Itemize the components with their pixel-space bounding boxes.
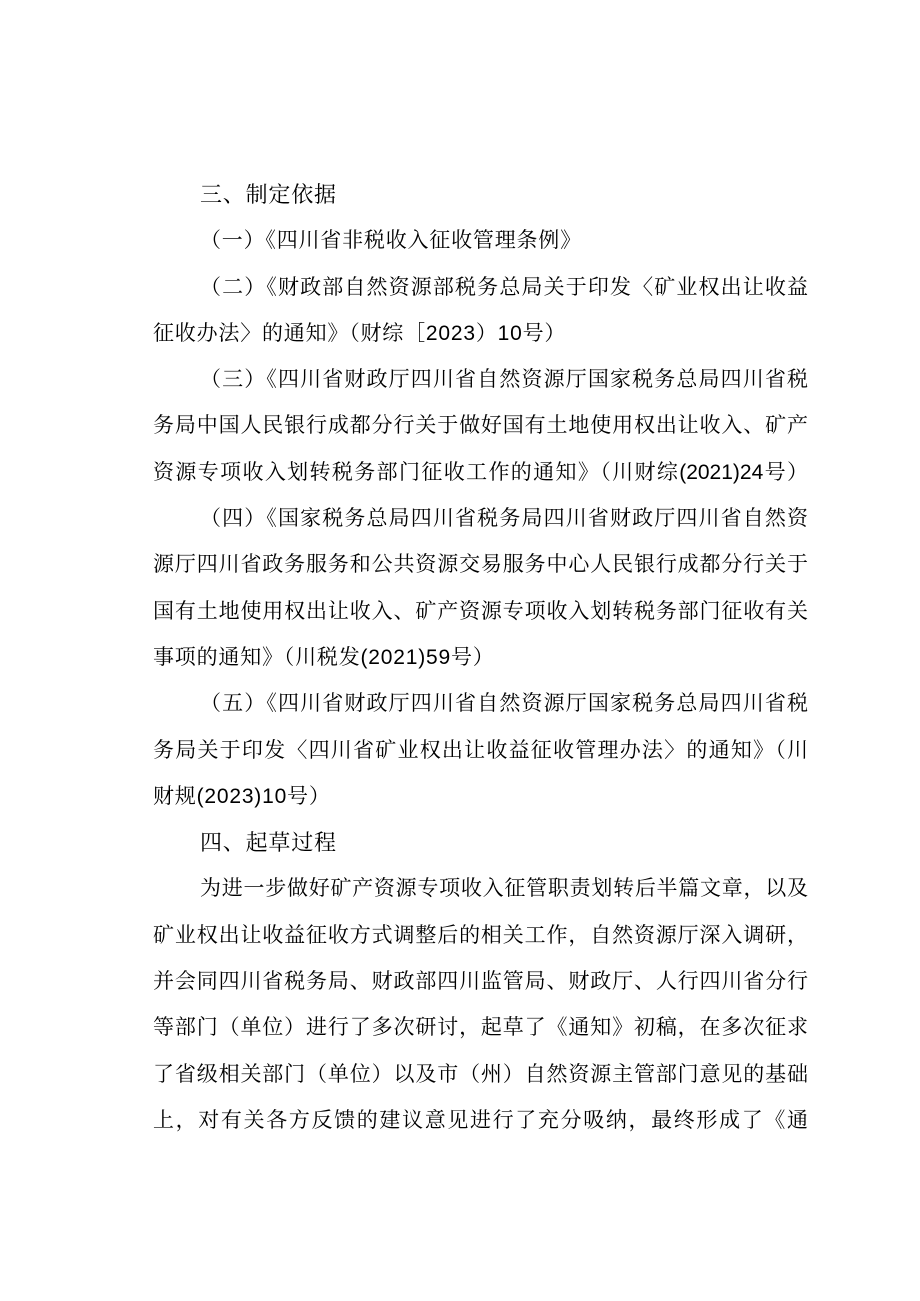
basis-item-3 xyxy=(153,357,808,496)
text-line: 等部门（单位）进行了多次研讨，起草了《通知》初稿，在多次征求 xyxy=(153,1016,808,1040)
paragraph xyxy=(153,866,808,1144)
section-heading: 三、制定依据 xyxy=(200,182,337,207)
section-basis xyxy=(153,172,808,820)
basis-item-2 xyxy=(153,265,808,358)
text-line: 财规(2023)10号） xyxy=(153,784,331,808)
text-line: （二）《财政部自然资源部税务总局关于印发〈矿业权出让收益 xyxy=(200,275,808,299)
text-line: （三）《四川省财政厅四川省自然资源厅国家税务总局四川省税 xyxy=(200,368,808,392)
text-line: 了省级相关部门（单位）以及市（州）自然资源主管部门意见的基础 xyxy=(153,1062,808,1086)
document-body xyxy=(153,172,808,1144)
text-line: 为进一步做好矿产资源专项收入征管职责划转后半篇文章，以及 xyxy=(200,877,808,901)
text-line: 事项的通知》（川税发(2021)59号） xyxy=(153,645,495,669)
section-drafting-process xyxy=(153,820,808,1144)
text-line: 资源专项收入划转税务部门征收工作的通知》（川财综(2021)24号） xyxy=(153,460,808,484)
basis-item-4 xyxy=(153,496,808,681)
text-line: 务局中国人民银行成都分行关于做好国有土地使用权出让收入、矿产 xyxy=(153,414,808,438)
section-heading: 四、起草过程 xyxy=(200,830,337,856)
text-line: （一）《四川省非税收入征收管理条例》 xyxy=(200,229,582,253)
text-line: 并会同四川省税务局、财政部四川监管局、财政厅、人行四川省分行 xyxy=(153,970,808,994)
text-line: 源厅四川省政务服务和公共资源交易服务中心人民银行成都分行关于 xyxy=(153,553,808,577)
text-line: 国有土地使用权出让收入、矿产资源专项收入划转税务部门征收有关 xyxy=(153,599,808,623)
basis-item-5 xyxy=(153,681,808,820)
text-line: 务局关于印发〈四川省矿业权出让收益征收管理办法〉的通知》（川 xyxy=(153,738,808,762)
text-line: 征收办法〉的通知》（财综［2023）10号） xyxy=(153,321,567,345)
text-line: 矿业权出让收益征收方式调整后的相关工作，自然资源厅深入调研， xyxy=(153,923,808,947)
text-line: （五）《四川省财政厅四川省自然资源厅国家税务总局四川省税 xyxy=(200,692,808,716)
text-line: （四）《国家税务总局四川省税务局四川省财政厅四川省自然资 xyxy=(200,507,808,531)
text-line: 上，对有关各方反馈的建议意见进行了充分吸纳，最终形成了《通 xyxy=(153,1108,808,1132)
basis-item-1 xyxy=(153,218,808,264)
